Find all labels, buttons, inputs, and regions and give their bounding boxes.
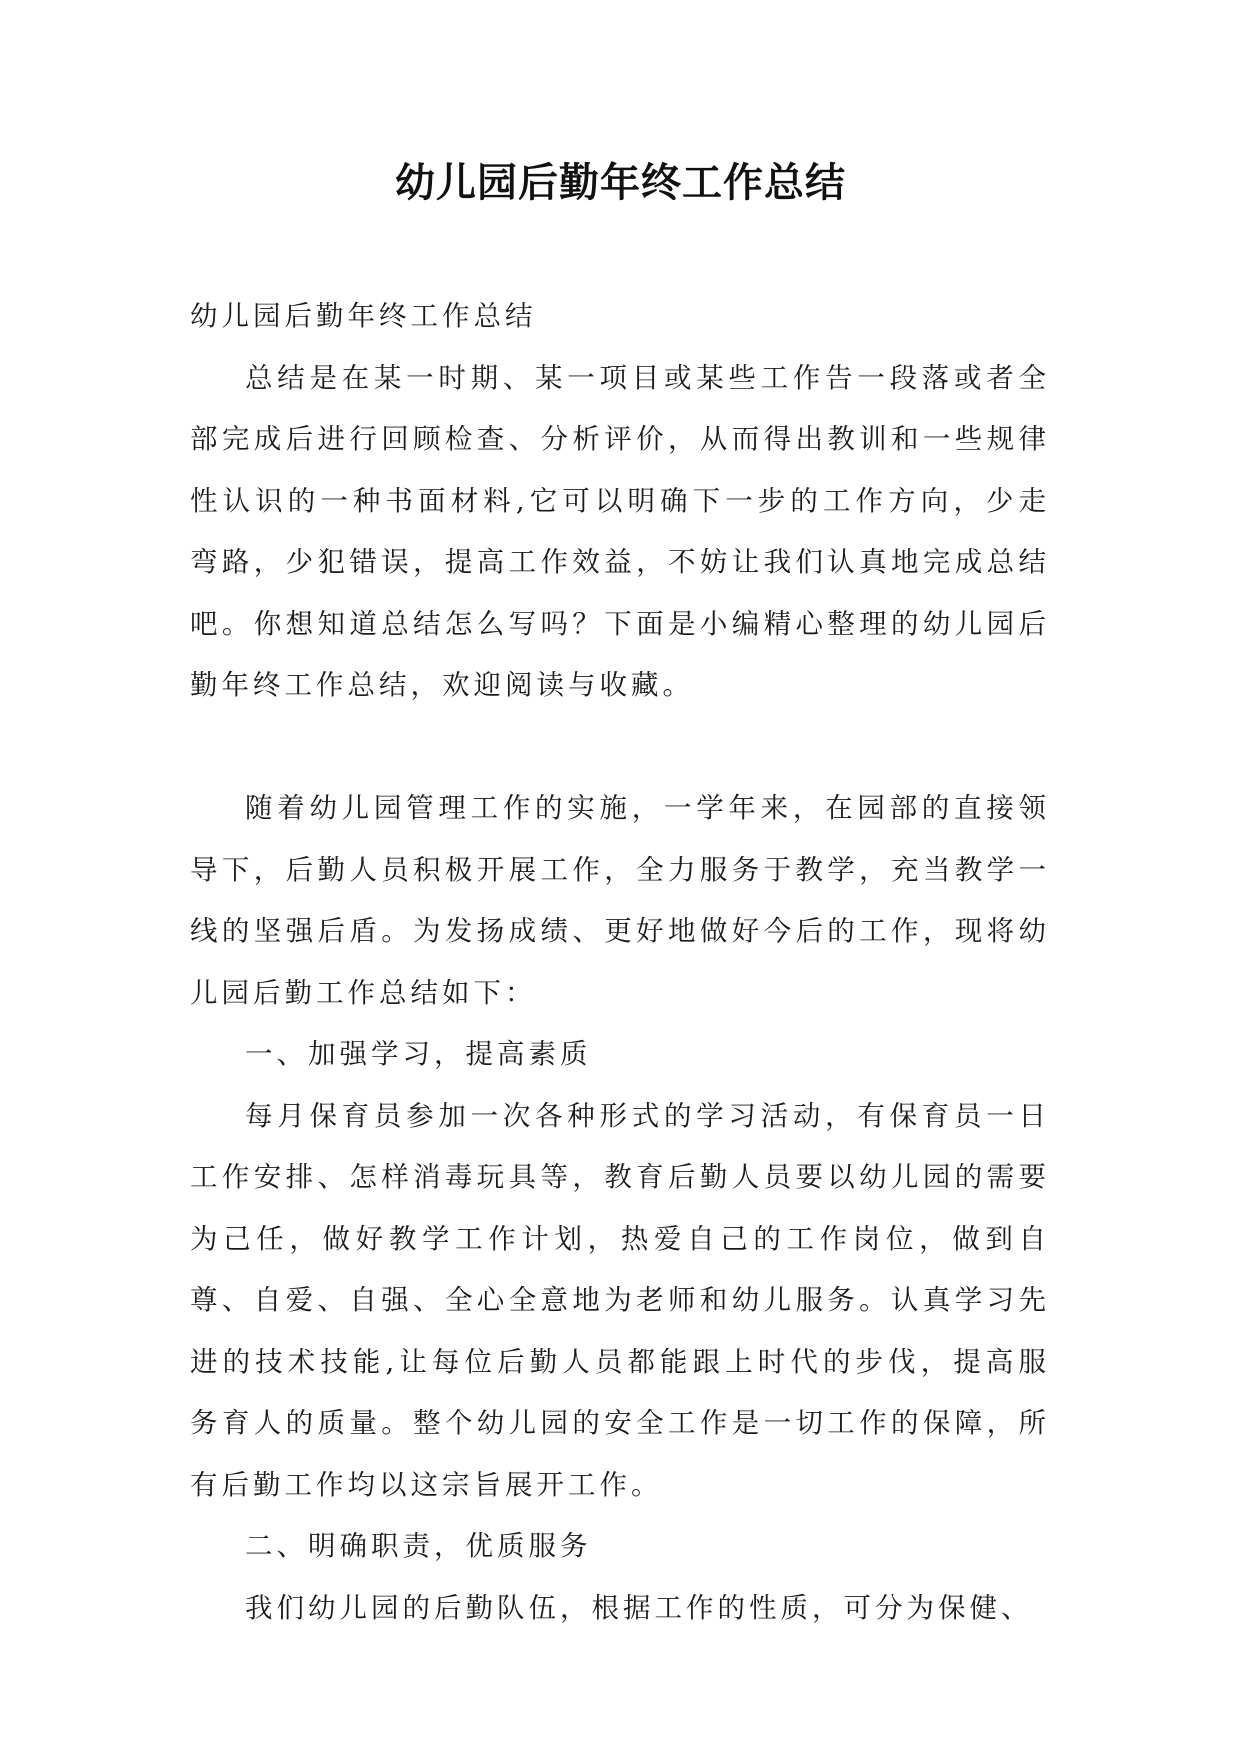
document-subtitle: 幼儿园后勤年终工作总结 (190, 300, 537, 332)
body-paragraph-2: 每月保育员参加一次各种形式的学习活动，有保育员一日工作安排、怎样消毒玩具等，教育后勤人员要以幼儿园的需要为己任，做好教学工作计划，热爱自己的工作岗位，做到自尊、自爱、自强、全心全意地为老师和幼儿服务。认真学习先进的技术技能,让每位后勤人员都能跟上时代的步伐，提高服务育人的质量。整个幼儿园的安全工作是一切工作的保障，所有后勤工作均以这宗旨展开工作。 (190, 1099, 1050, 1501)
document-title: 幼儿园后勤年终工作总结 (395, 160, 846, 206)
body-paragraph-3: 我们幼儿园的后勤队伍，根据工作的性质，可分为保健、 (245, 1591, 1033, 1624)
document-body (190, 286, 1050, 1639)
body-paragraph-1: 随着幼儿园管理工作的实施，一学年来，在园部的直接领导下，后勤人员积极开展工作，全力服务于教学，充当教学一线的坚强后盾。为发扬成绩、更好地做好今后的工作，现将幼儿园后勤工作总结如下： (190, 792, 1050, 1009)
paragraph-spacer (190, 717, 1050, 779)
section-heading-1: 一、加强学习，提高素质 (245, 1038, 592, 1070)
section-heading-2: 二、明确职责，优质服务 (245, 1530, 592, 1562)
intro-paragraph: 总结是在某一时期、某一项目或某些工作告一段落或者全部完成后进行回顾检查、分析评价，从而得出教训和一些规律性认识的一种书面材料,它可以明确下一步的工作方向，少走弯路，少犯错误，提高工作效益，不妨让我们认真地完成总结吧。你想知道总结怎么写吗？下面是小编精心整理的幼儿园后勤年终工作总结，欢迎阅读与收藏。 (190, 361, 1050, 701)
